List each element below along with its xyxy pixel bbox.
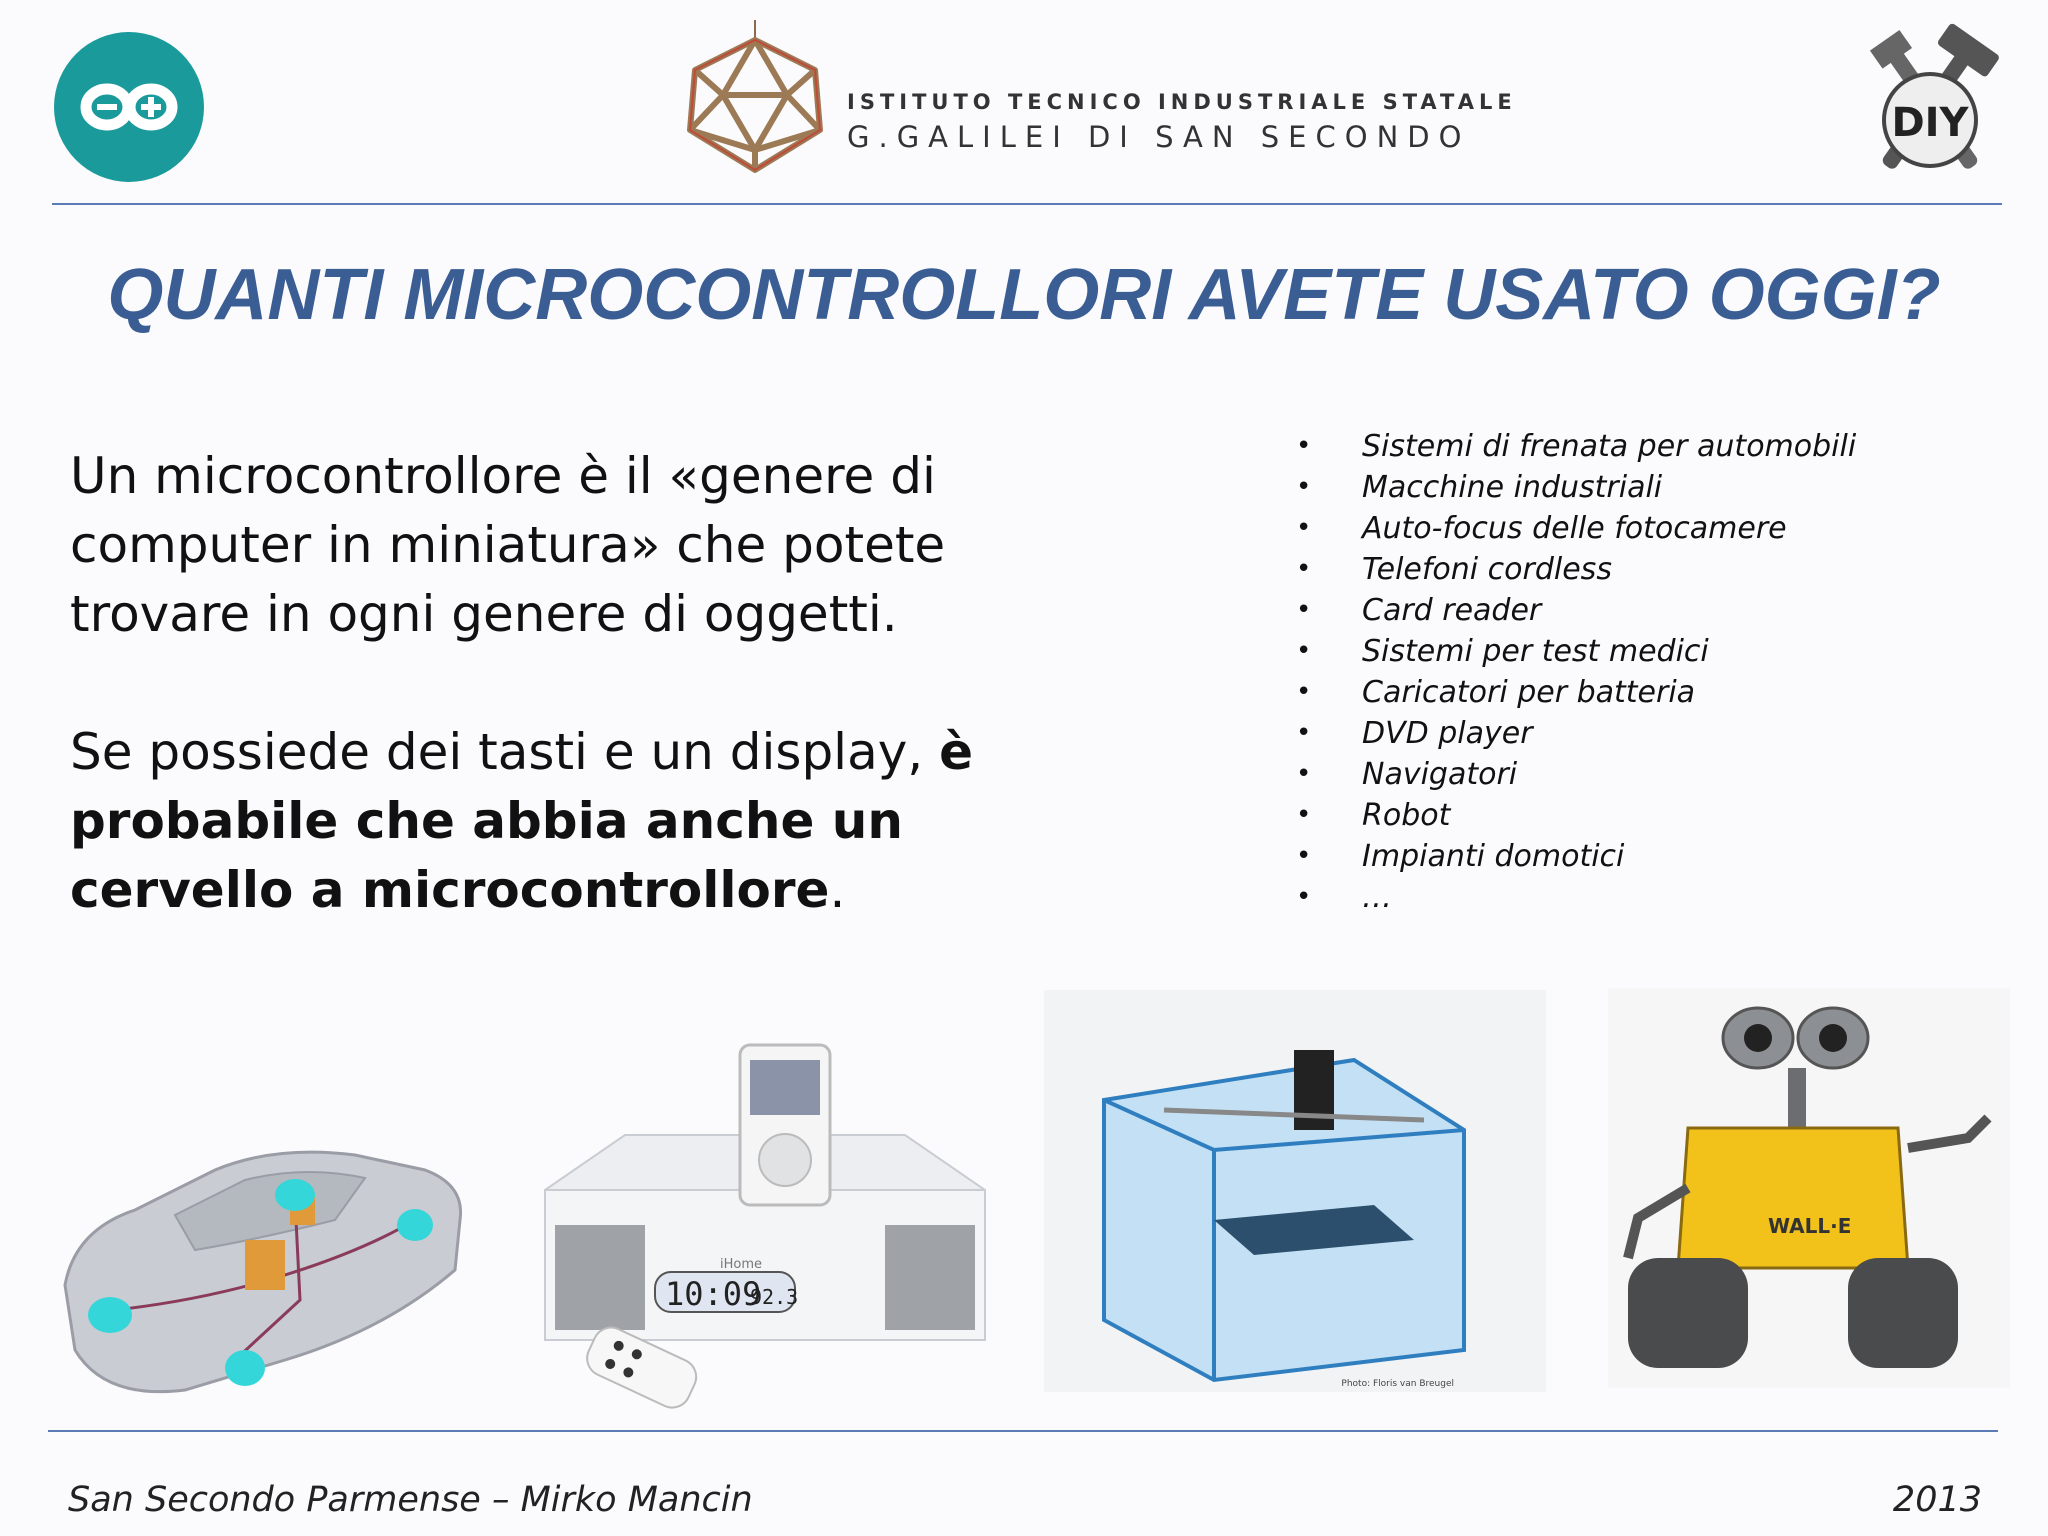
header-divider bbox=[52, 203, 2002, 205]
examples-list bbox=[1296, 426, 1856, 918]
body-paragraph-2-normal: Se possiede dei tasti e un display, bbox=[70, 723, 940, 781]
list-item: • Sistemi per test medici bbox=[1296, 631, 1856, 672]
photo-credit: Photo: Floris van Breugel bbox=[1341, 1379, 1454, 1389]
body-paragraph-2 bbox=[70, 718, 1120, 925]
body-paragraph-2-end: . bbox=[829, 861, 846, 919]
radio-frequency: 92.3 bbox=[750, 1285, 799, 1309]
diy-tools-logo-icon bbox=[1840, 20, 2020, 190]
list-item: • Impianti domotici bbox=[1296, 836, 1856, 877]
slide-title: QUANTI MICROCONTROLLORI AVETE USATO OGGI? bbox=[107, 255, 1941, 335]
list-item: • Caricatori per batteria bbox=[1296, 672, 1856, 713]
car-brake-system-icon bbox=[55, 1100, 475, 1400]
list-item: • Robot bbox=[1296, 795, 1856, 836]
school-name-line2: G.GALILEI DI SAN SECONDO bbox=[847, 120, 1471, 154]
arduino-logo-icon bbox=[52, 30, 206, 184]
list-item: • Sistemi di frenata per automobili bbox=[1296, 426, 1856, 467]
footer-year: 2013 bbox=[1892, 1480, 1982, 1520]
walle-label: WALL·E bbox=[1768, 1214, 1852, 1238]
school-name-line1: ISTITUTO TECNICO INDUSTRIALE STATALE bbox=[847, 90, 1517, 114]
body-paragraph-2-bold: è probabile che abbia anche un cervello a microcontrollore bbox=[70, 723, 974, 919]
body-paragraph-1: Un microcontrollore è il «genere di computer in miniatura» che potete trovare in ogni genere di oggetti. bbox=[70, 447, 946, 643]
diy-logo-text: DIY bbox=[1891, 100, 1969, 146]
list-item: • Telefoni cordless bbox=[1296, 549, 1856, 590]
icosahedron-logo-icon bbox=[675, 20, 835, 180]
footer-divider bbox=[48, 1430, 1998, 1432]
walle-robot-icon bbox=[1608, 988, 2010, 1388]
clock-time: 10:09 bbox=[665, 1275, 762, 1313]
footer-author: San Secondo Parmense – Mirko Mancin bbox=[68, 1480, 753, 1520]
list-item: • Navigatori bbox=[1296, 754, 1856, 795]
list-item: • DVD player bbox=[1296, 713, 1856, 754]
ipod-brand-label: iHome bbox=[720, 1257, 763, 1272]
list-item: • … bbox=[1296, 877, 1856, 918]
list-item: • Macchine industriali bbox=[1296, 467, 1856, 508]
list-item: • Card reader bbox=[1296, 590, 1856, 631]
ipod-dock-clock-icon bbox=[535, 1040, 1005, 1410]
body-text bbox=[70, 442, 1120, 925]
list-item: • Auto-focus delle fotocamere bbox=[1296, 508, 1856, 549]
3d-printer-icon bbox=[1044, 990, 1546, 1392]
